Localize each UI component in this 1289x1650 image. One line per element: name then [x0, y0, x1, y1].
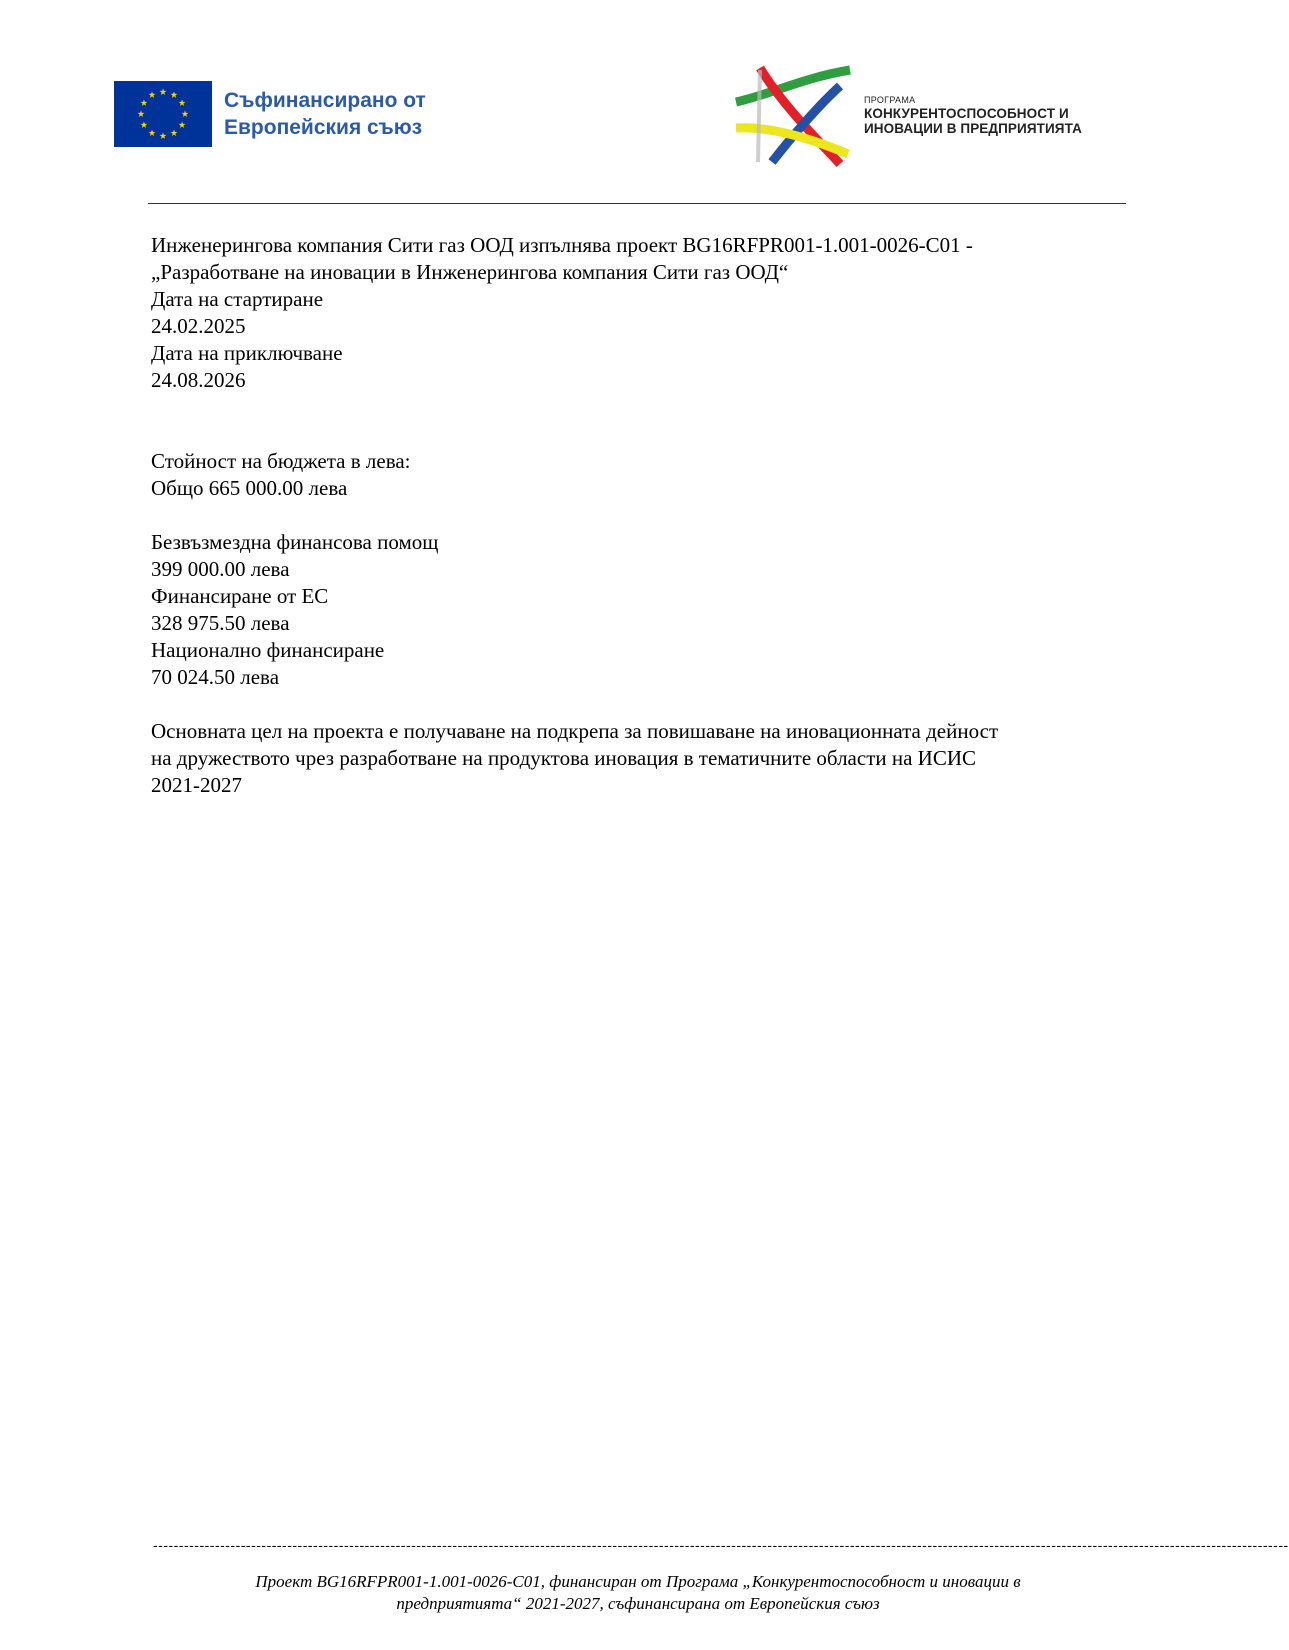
intro-line-2: „Разработване на иновации в Инженерингова компания Сити газ ООД“: [151, 260, 789, 284]
goal-line-2: на дружеството чрез разработване на продуктова иновация в тематичните области на ИСИС: [151, 746, 977, 770]
national-funding-value: 70 024.50 лева: [151, 665, 280, 689]
start-date-value: 24.02.2025: [151, 314, 246, 338]
goal-line-3: 2021-2027: [151, 773, 242, 797]
budget-label: Стойност на бюджета в лева:: [151, 449, 411, 473]
document-body: [151, 232, 1111, 799]
eu-cofunded-text: [224, 87, 426, 141]
eu-text-line2: Европейския съюз: [224, 116, 423, 139]
goal-line-1: Основната цел на проекта е получаване на подкрепа за повишаване на иновационната дейност: [151, 719, 999, 743]
intro-line-1: Инженерингова компания Сити газ ООД изпълнява проект BG16RFPR001-1.001-0026-C01 -: [151, 233, 973, 257]
eu-funding-label: Финансиране от ЕС: [151, 584, 329, 608]
budget-total: Общо 665 000.00 лева: [151, 476, 348, 500]
grant-value: 399 000.00 лева: [151, 557, 290, 581]
grant-label: Безвъзмездна финансова помощ: [151, 530, 439, 554]
program-logo: [732, 64, 1082, 166]
footer-divider: ----------------------------------------------------------------------------------------------------------------------------------------------------------------------------------------------------------------------------: [153, 1537, 1289, 1553]
program-logo-text: [864, 94, 1082, 136]
eu-text-line1: Съфинансирано от: [224, 89, 426, 112]
footer: [160, 1571, 1116, 1615]
eu-flag-icon: [114, 81, 212, 147]
header-divider: [148, 203, 1126, 204]
end-date-label: Дата на приключване: [151, 341, 343, 365]
program-name-line2: ИНОВАЦИИ В ПРЕДПРИЯТИЯТА: [864, 121, 1082, 136]
eu-cofunded-logo: [114, 81, 426, 147]
end-date-value: 24.08.2026: [151, 368, 246, 392]
national-funding-label: Национално финансиране: [151, 638, 385, 662]
footer-line-2: предприятията“ 2021-2027, съфинансирана от Европейския съюз: [396, 1594, 880, 1613]
program-ribbons-icon: [732, 64, 860, 166]
program-label: ПРОГРАМА: [864, 95, 916, 105]
start-date-label: Дата на стартиране: [151, 287, 324, 311]
footer-line-1: Проект BG16RFPR001-1.001-0026-C01, финансиран от Програма „Конкурентоспособност и иновации в: [255, 1572, 1021, 1591]
eu-funding-value: 328 975.50 лева: [151, 611, 290, 635]
program-name-line1: КОНКУРЕНТОСПОСОБНОСТ И: [864, 106, 1069, 121]
